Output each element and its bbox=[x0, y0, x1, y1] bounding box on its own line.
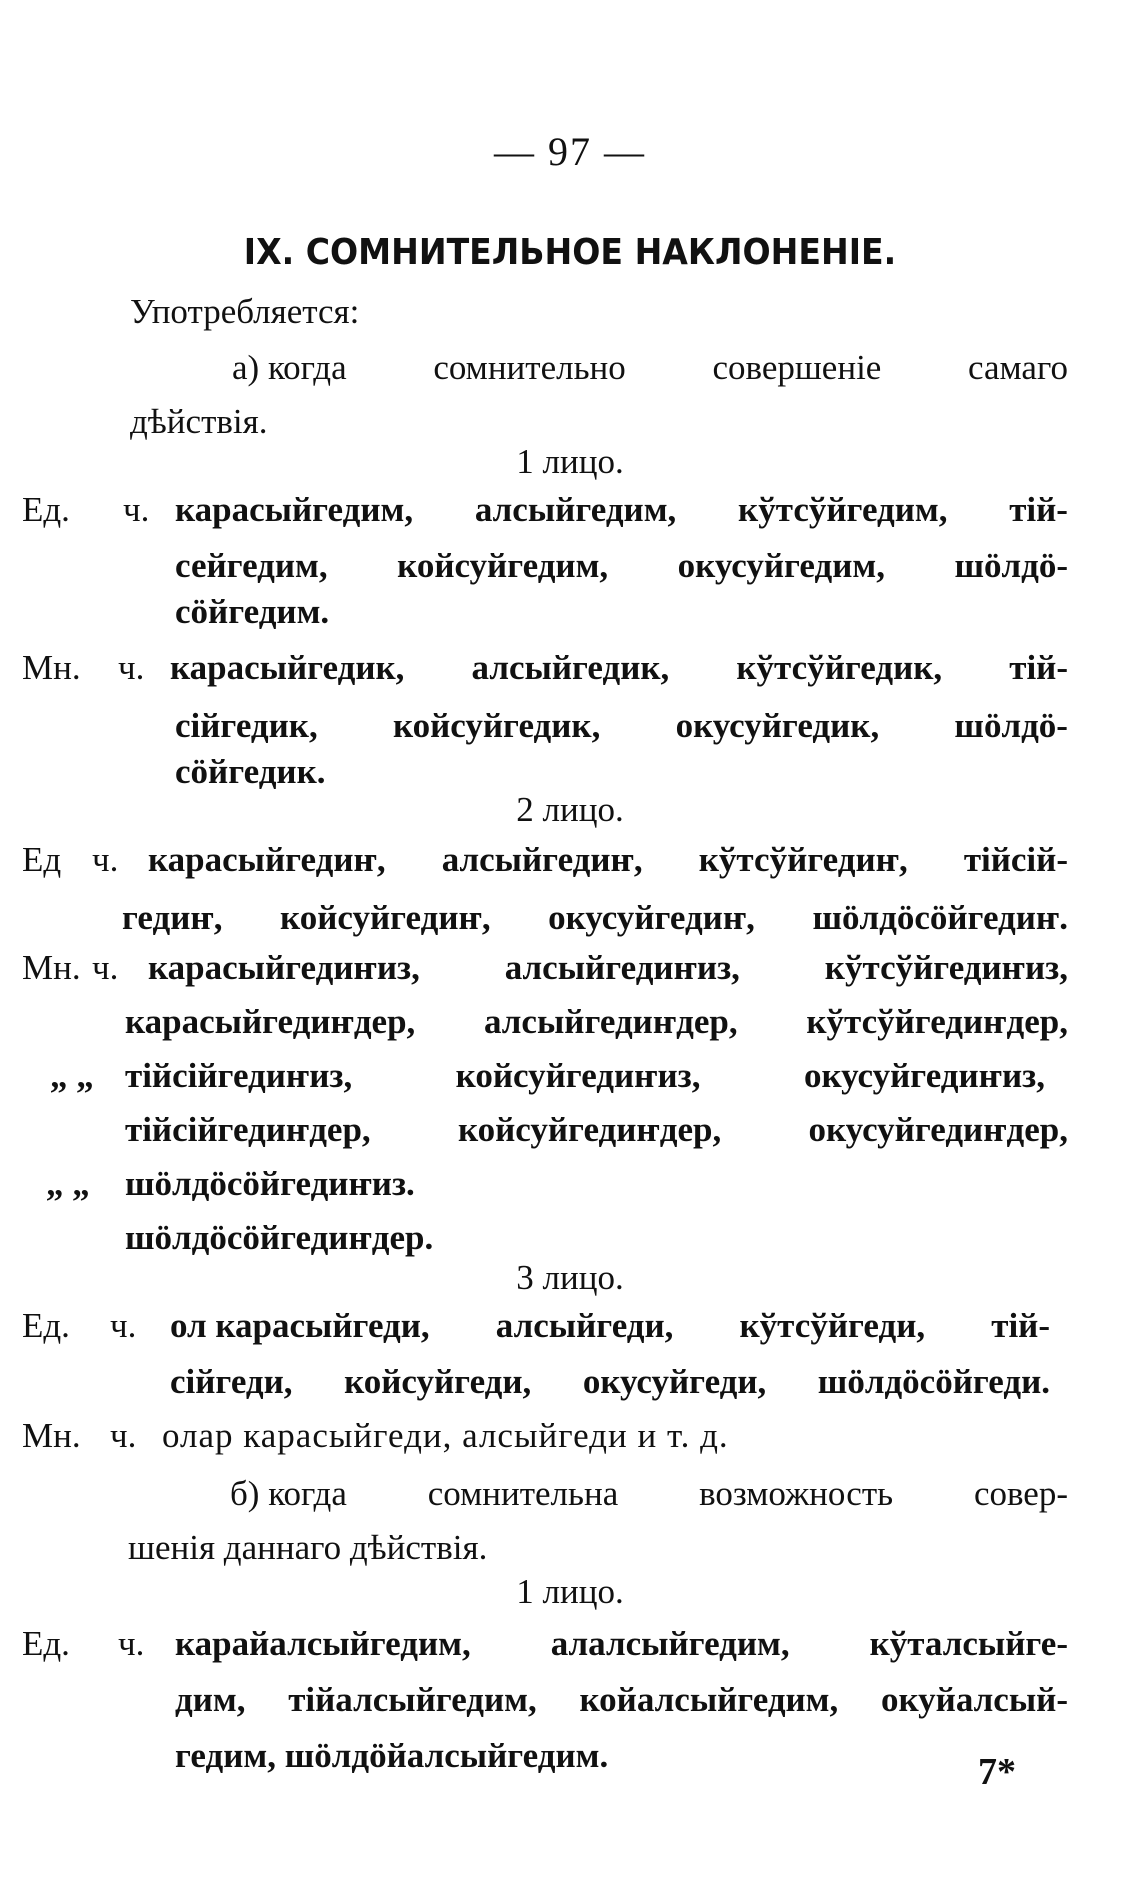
ditto-marks: „ „ bbox=[46, 1164, 90, 1203]
paradigm-line: карасыйгедим, алсыйгедим, кўтсўйгедим, тій- bbox=[175, 490, 1068, 529]
signature-mark: 7* bbox=[978, 1751, 1016, 1793]
paradigm-line: карасыйгедиҥиз, алсыйгедиҥиз, кўтсўйгедиҥиз, bbox=[148, 948, 1068, 987]
paradigm-line: карасыйгедик, алсыйгедик, кўтсўйгедик, тій- bbox=[170, 648, 1068, 687]
paradigm-line: олар карасыйгеди, алсыйгеди и т. д. bbox=[162, 1416, 729, 1455]
paradigm-line: тійсійгедиҥдер, койсуйгедиҥдер, окусуйгедиҥдер, bbox=[125, 1110, 1068, 1149]
paradigm-line: сöйгедим. bbox=[175, 592, 330, 631]
paradigm-line: карайалсыйгедим, алалсыйгедим, кўталсыйге- bbox=[175, 1624, 1068, 1663]
intro-text: Употребляется: bbox=[130, 292, 360, 331]
number-abbrev: ч. bbox=[92, 948, 119, 987]
number-label: Ед. bbox=[22, 1306, 70, 1345]
number-abbrev: ч. bbox=[118, 648, 145, 687]
number-abbrev: ч. bbox=[110, 1306, 137, 1345]
person-label-3: 3 лицо. bbox=[516, 1258, 624, 1297]
paradigm-line: сейгедим, койсуйгедим, окусуйгедим, шöлдö- bbox=[175, 546, 1068, 585]
number-label: Ед. bbox=[22, 1624, 70, 1663]
section-heading: IX. СОМНИТЕЛЬНОЕ НАКЛОНЕНІЕ. bbox=[243, 232, 897, 273]
paradigm-line: карасыйгедиҥдер, алсыйгедиҥдер, кўтсўйгедиҥдер, bbox=[125, 1002, 1068, 1041]
paradigm-line: сöйгедик. bbox=[175, 752, 326, 791]
ditto-marks: „ „ bbox=[50, 1056, 94, 1095]
section-a-line1: а) когда сомнительно совершеніе самаго bbox=[232, 348, 1068, 387]
paradigm-line: гедим, шöлдöйалсыйгедим. bbox=[175, 1736, 609, 1775]
paradigm-line: тійсійгедиҥиз, койсуйгедиҥиз, окусуйгедиҥиз, bbox=[125, 1056, 1045, 1095]
section-a-line2: дѣйствія. bbox=[130, 402, 268, 441]
number-label: Ед. bbox=[22, 490, 70, 529]
section-b-line1: б) когда сомнительна возможность совер- bbox=[230, 1474, 1068, 1513]
number-label: Мн. bbox=[22, 948, 81, 987]
person-label-2: 2 лицо. bbox=[516, 790, 624, 829]
section-b-line2: шенія даннаго дѣйствія. bbox=[128, 1528, 488, 1567]
paradigm-line: шöлдöсöйгедиҥиз. bbox=[125, 1164, 415, 1203]
number-label: Ед bbox=[22, 840, 62, 879]
paradigm-line: сійгедик, койсуйгедик, окусуйгедик, шöлдö- bbox=[175, 706, 1068, 745]
number-label: Мн. bbox=[22, 1416, 81, 1455]
person-label-1: 1 лицо. bbox=[516, 442, 624, 481]
paradigm-line: гедиҥ, койсуйгедиҥ, окусуйгедиҥ, шöлдöсöйгедиҥ. bbox=[122, 898, 1068, 937]
paradigm-line: сійгеди, койсуйгеди, окусуйгеди, шöлдöсöйгеди. bbox=[170, 1362, 1050, 1401]
paradigm-line: ол карасыйгеди, алсыйгеди, кўтсўйгеди, тій- bbox=[170, 1306, 1050, 1345]
paradigm-line: дим, тійалсыйгедим, койалсыйгедим, окуйалсый- bbox=[175, 1680, 1068, 1719]
person-label-1b: 1 лицо. bbox=[516, 1572, 624, 1611]
number-abbrev: ч. bbox=[118, 1624, 145, 1663]
number-abbrev: ч. bbox=[92, 840, 119, 879]
number-abbrev: ч. bbox=[123, 490, 150, 529]
page-number: — 97 — bbox=[494, 129, 646, 174]
number-abbrev: ч. bbox=[110, 1416, 137, 1455]
paradigm-line: карасыйгедиҥ, алсыйгедиҥ, кўтсўйгедиҥ, тійсій- bbox=[148, 840, 1068, 879]
number-label: Мн. bbox=[22, 648, 81, 687]
paradigm-line: шöлдöсöйгедиҥдер. bbox=[125, 1218, 434, 1257]
